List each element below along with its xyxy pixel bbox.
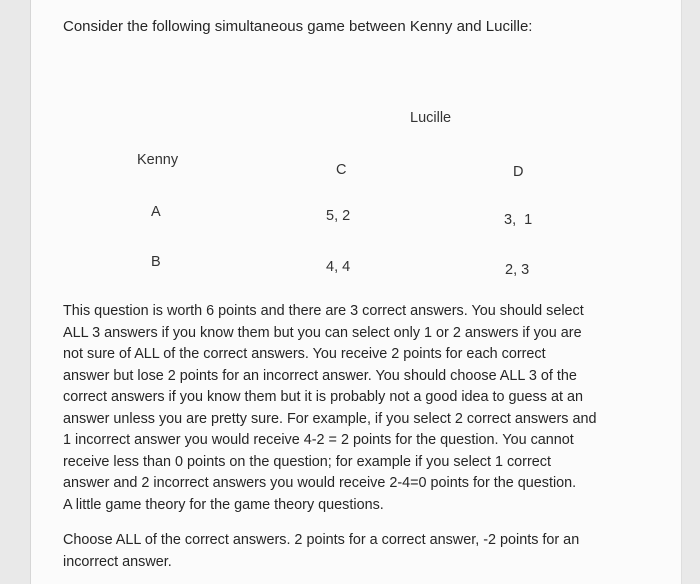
choose-instruction [63,530,605,573]
instructions-paragraph [63,301,605,516]
question-title: Consider the following simultaneous game between Kenny and Lucille: [63,18,533,35]
instruction-line: answer unless you are pretty sure. For example, if you select 2 correct answers and [63,410,597,427]
strategy-c-label: C [336,162,347,178]
instruction-line: answer but lose 2 points for an incorrect answer. You should choose ALL 3 of the [63,367,577,384]
row-player-label: Kenny [137,152,179,168]
instruction-line: not sure of ALL of the correct answers. You receive 2 points for each correct [63,346,546,362]
payoff-b-d: 2, 3 [505,262,530,278]
column-player-label: Lucille [410,110,452,126]
instruction-line: correct answers if you know them but it is probably not a good idea to guess at an [63,389,583,405]
strategy-b-label: B [151,254,161,270]
choose-line: Choose ALL of the correct answers. 2 points for a correct answer, -2 points for an [63,532,580,548]
instruction-line: receive less than 0 points on the question; for example if you select 1 correct [63,453,551,470]
choose-line: incorrect answer. [63,553,172,570]
instruction-line: ALL 3 answers if you know them but you can select only 1 or 2 answers if you are [63,324,582,341]
instruction-line: 1 incorrect answer you would receive 4-2 = 2 points for the question. You cannot [63,432,574,448]
strategy-a-label: A [151,204,161,220]
instruction-line: This question is worth 6 points and there are 3 correct answers. You should select [63,303,584,319]
payoff-a-c: 5, 2 [326,208,351,224]
instruction-line: answer and 2 incorrect answers you would receive 2-4=0 points for the question. [63,475,577,491]
payoff-a-d: 3, 1 [504,212,533,228]
payoff-b-c: 4, 4 [326,259,351,275]
instruction-line: A little game theory for the game theory questions. [63,496,384,513]
strategy-d-label: D [513,164,524,180]
